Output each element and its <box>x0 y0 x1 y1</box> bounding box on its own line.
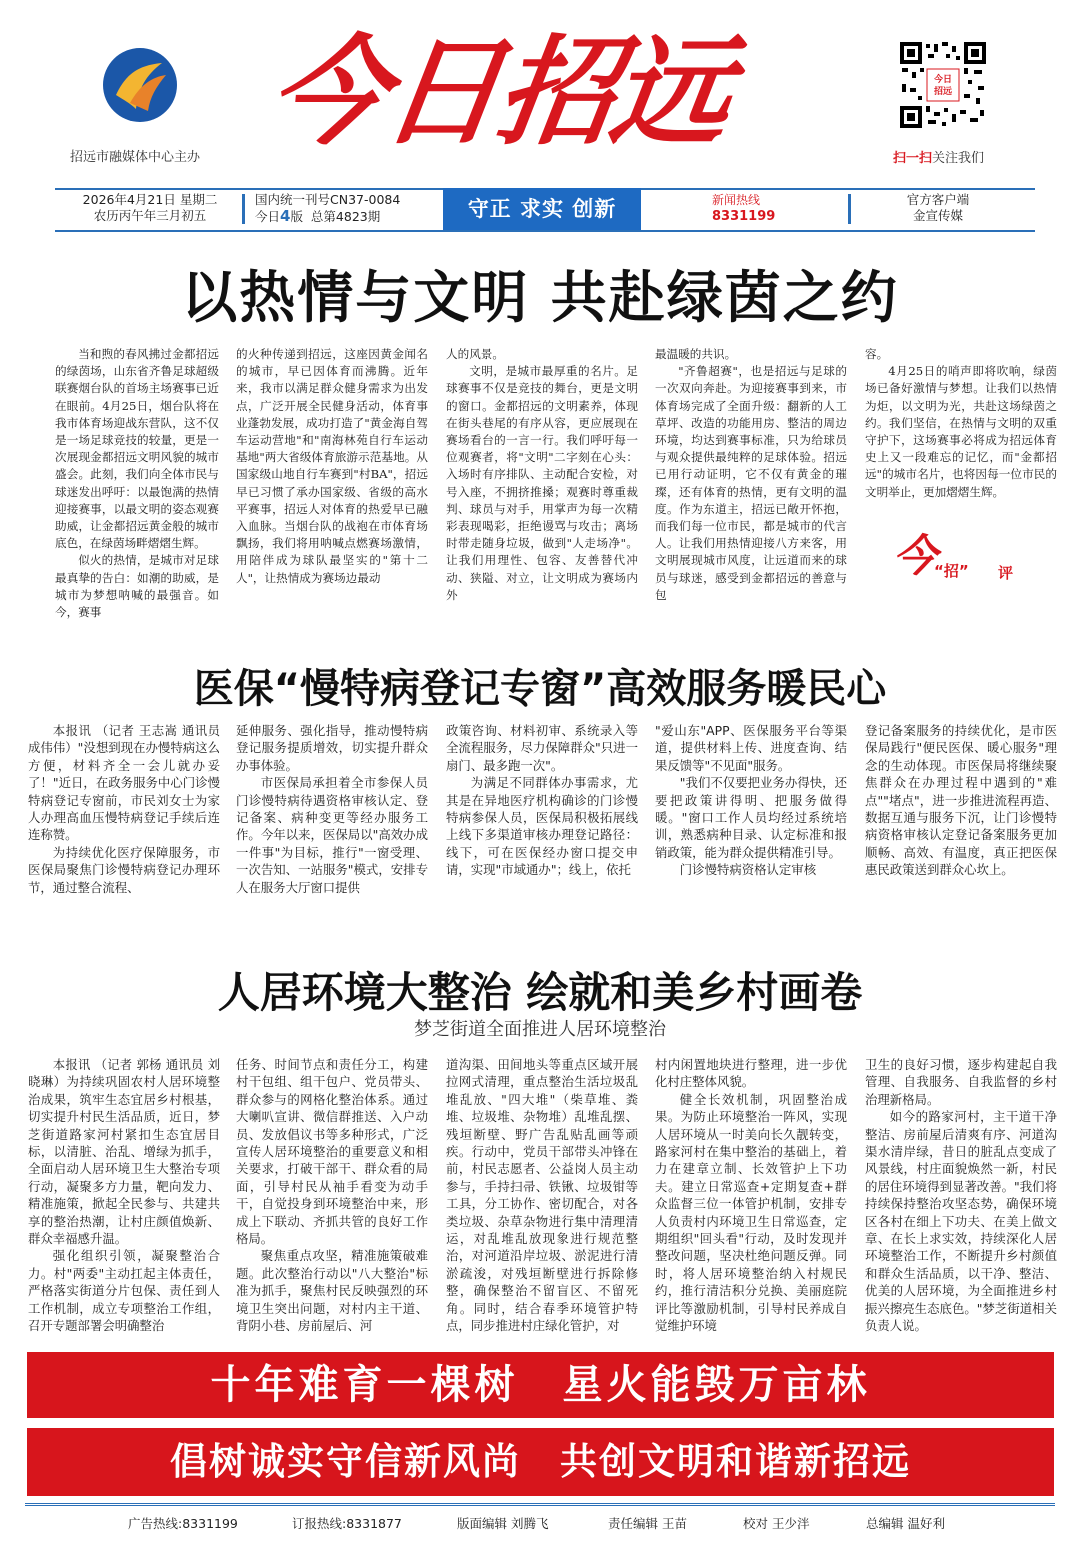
paragraph: 最温暖的共识。 <box>655 347 737 361</box>
issue-date-block <box>65 192 235 224</box>
article3-column-3 <box>446 1056 638 1334</box>
sponsor-text: 招远市融媒体中心主办 <box>70 150 201 165</box>
client-name: 金宣传媒 <box>912 208 963 223</box>
issn-value: CN37-0084 <box>330 192 401 207</box>
slogan-badge: 守正 求实 创新 <box>443 188 641 230</box>
commentary-stamp-zhao: “招” <box>934 562 969 580</box>
article2-column-5 <box>865 722 1057 910</box>
article3-column-5 <box>865 1056 1057 1334</box>
issue-number-block <box>255 192 435 225</box>
follow-label: 关注我们 <box>932 151 985 166</box>
article2-column-1 <box>28 722 220 910</box>
article2-headline: 医保“慢特病登记专窗”高效服务暖民心 <box>193 666 887 712</box>
fire-safety-banner: 十年难育一棵树 星火能毁万亩林 <box>27 1352 1054 1418</box>
paragraph: 延伸服务、强化指导，推动慢特病登记服务提质增效，切实提升群众办事体验。 <box>236 723 428 773</box>
article1-column-1 <box>55 346 219 620</box>
paragraph: 村内闲置地块进行整理，进一步优化村庄整体风貌。 <box>655 1057 847 1090</box>
ad-hotline: 广告热线:8331199 <box>128 1516 238 1531</box>
subscription-hotline: 订报热线:8331877 <box>292 1516 402 1531</box>
svg-text:招远: 招远 <box>933 87 953 97</box>
issn-label: 国内统一刊号 <box>255 192 331 207</box>
paragraph: 的火种传递到招远，这座因黄金闻名的城市，早已因体育而沸腾。近年来，我市以满足群众健身需求为出发点，广泛开展全民健身活动，体育事业蓬勃发展，成功打造了"黄金海自驾车运动营地"和"南海林苑自行车运动基地"两大省级体育旅游示范基地。从国家级山地自行车赛到"村BA"，招远早已习惯了承办国家级、省级的高水平赛事，招远人对体育的热爱早已融入血脉。当烟台队的战袍在市体育场飘扬，我们将用呐喊点燃赛场激情，用陪伴成为球队最坚实的"第十二人"，让热情成为赛场边最动 <box>236 347 428 585</box>
paragraph: 4月25日的哨声即将吹响，绿茵场已备好激情与梦想。让我们以热情为炬，以文明为光，共赴这场绿茵之约。我们坚信，在热情与文明的双重守护下，这场赛事必将成为招远体育史上又一段难忘的记忆，而"金都招远"的城市名片，也将因每一位市民的文明举止，更加熠熠生辉。 <box>865 364 1057 499</box>
hotline-number: 8331199 <box>712 209 776 224</box>
qr-code-icon[interactable] <box>898 40 988 130</box>
paragraph: 强化组织引领，凝聚整治合力。村"两委"主动扛起主体责任，严格落实街道分片包保、责任到人工作机制，成立专项整治工作组，召开专题部署会明确整治 <box>28 1248 220 1334</box>
official-client-block <box>878 192 998 224</box>
article1-headline: 以热情与文明 共赴绿茵之约 <box>181 266 899 331</box>
chief-editor: 总编辑 温好利 <box>866 1516 945 1531</box>
commentary-stamp: 今 <box>893 531 937 582</box>
paragraph: 门诊慢特病资格认定审核 <box>679 862 817 878</box>
paragraph: 人的风景。 <box>446 347 504 361</box>
article3-headline: 人居环境大整治 绘就和美乡村画卷 <box>217 968 863 1017</box>
article1-column-4 <box>655 346 847 602</box>
newspaper-masthead-title: 今日招远 <box>260 22 736 161</box>
paragraph: 当和煦的春风拂过金都招远的绿茵场，山东省齐鲁足球超级联赛烟台队的首场主场赛事已近在眼前。4月25日，烟台队将在我市体育场迎战东营队，这不仅是一场足球竞技的较量，更是一次展现金都招远文明风貌的城市盛会。此刻，我们向全体市民与球迷发出呼吁：以最饱满的热情迎接赛事，以最文明的姿态观赛助威，让金都招远黄金般的城市底色，在绿茵场畔熠熠生辉。 <box>55 347 219 551</box>
info-divider <box>848 194 851 224</box>
paragraph: 为持续优化医疗保障服务，市医保局聚焦门诊慢特病登记办理环节，通过整合流程、 <box>28 844 220 895</box>
article3-column-2 <box>236 1056 428 1334</box>
news-hotline-block <box>712 192 775 225</box>
issue-date: 2026年4月21日 星期二 <box>82 192 218 207</box>
paragraph: 如今的路家河村，主干道干净整洁、房前屋后清爽有序、河道沟渠水清岸绿，昔日的脏乱点变成了风景线，村庄面貌焕然一新，村民的居住环境得到显著改善。"我们将持续保持整治攻坚态势，确保环境区各村在细上下功夫、在美上做文章、在长上求实效，持续深化人居环境整治工作，不断提升乡村颜值和群众生活品质，以干净、整洁、优美的人居环境，为全面推进乡村振兴擦亮生态底色。"梦芝街道相关负责人说。 <box>865 1109 1057 1334</box>
article3-subheadline: 梦芝街道全面推进人居环境整治 <box>414 1019 666 1040</box>
scan-label: 扫一扫 <box>893 151 933 166</box>
article2-column-4 <box>655 722 847 910</box>
layout-editor: 版面编辑 刘腾飞 <box>457 1516 549 1531</box>
paragraph: 本报讯 （记者 王志嵩 通讯员 成伟伟）"没想到现在办慢特病这么方便，材料齐全一会儿就办妥了！"近日，在政务服务中心门诊慢特病登记专窗前，市民刘女士为家人办理高血压慢特病登记手续后连连称赞。 <box>28 723 220 843</box>
client-label: 官方客户端 <box>906 192 970 207</box>
paragraph: 市医保局承担着全市参保人员门诊慢特病待遇资格审核认定、登记备案、病种变更等经办服务工作。今年以来，医保局以"高效办成一件事"为目标，推行"一窗受理、一次告知、一站服务"模式，安排专人在服务大厅窗口提供 <box>236 775 428 895</box>
article3-column-4 <box>655 1056 847 1334</box>
paragraph: 本报讯 （记者 郭杨 通讯员 刘晓琳）为持续巩固农村人居环境整治成果，筑牢生态宜居乡村根基，切实提升村民生活品质，近日，梦芝街道路家河村紧扣生态宜居目标，以清脏、治乱、增绿为抓手，全面启动人居环境卫生大整治专项行动，凝聚多方力量，靶向发力、精准施策，掀起全民参与、共建共享的整治热潮，让村庄颜值焕新、群众幸福感升温。 <box>28 1057 220 1247</box>
hotline-label: 新闻热线 <box>712 193 761 207</box>
commentary-stamp-ping: 评 <box>998 564 1014 582</box>
paragraph: 似火的热情，是城市对足球最真挚的告白：如潮的助威，是城市为梦想呐喊的最强音。如今，赛事 <box>55 553 219 620</box>
edition-count: 4 <box>280 207 291 225</box>
paragraph: 登记备案服务的持续优化，是市医保局践行"便民医保、暖心服务"理念的生动体现。市医保局将继续聚焦群众在办理过程中遇到的"难点""堵点"，进一步推进流程再造、数据互通与服务下沉，让门诊慢特病资格审核认定登记备案服务更加顺畅、高效、有温度，真正把医保惠民政策送到群众心坎上。 <box>865 723 1057 878</box>
proofreader: 校对 王少泮 <box>743 1516 810 1531</box>
paragraph: 为满足不同群体办事需求，尤其是在异地医疗机构确诊的门诊慢特病参保人员，医保局积极拓展线上线下多渠道审核办理登记路径：线下，可在医保经办窗口提交申请，实现"市域通办"；线上，依托 <box>446 775 638 878</box>
article3-column-1 <box>28 1056 220 1334</box>
paragraph: 卫生的良好习惯，逐步构建起自我管理、自我服务、自我监督的乡村治理新格局。 <box>865 1057 1057 1107</box>
edition-pre: 今日 <box>255 209 281 224</box>
duty-editor: 责任编辑 王苗 <box>608 1516 687 1531</box>
paragraph: 任务、时间节点和责任分工，构建村干包组、组干包户、党员带头、群众参与的网格化整治体系。通过大喇叭宣讲、微信群推送、入户动员、发放倡议书等多种形式，广泛宣传人居环境整治的重要意义和相关要求，打破干部干、群众看的局面，引导村民从袖手看变为动手干，自觉投身到环境整治中来，形成上下联动、齐抓共管的良好工作格局。 <box>236 1057 428 1247</box>
civility-banner: 倡树诚实守信新风尚 共创文明和谐新招远 <box>27 1428 1054 1496</box>
paragraph: 聚焦重点攻坚，精准施策破难题。此次整治行动以"八大整治"标准为抓手，聚焦村民反映强烈的环境卫生突出问题，对村内主干道、背阴小巷、房前屋后、河 <box>236 1248 428 1334</box>
media-center-logo <box>100 45 180 125</box>
scan-to-follow <box>893 147 984 166</box>
paragraph: "我们不仅要把业务办得快，还要把政策讲得明、把服务做得暖。"窗口工作人员均经过系统培训，熟悉病种目录、认定标准和报销政策，能为群众提供精准引导。 <box>655 775 847 860</box>
edition-post: 版 <box>290 209 303 224</box>
paragraph: 政策咨询、材料初审、系统录入等全流程服务，尽力保障群众"只进一扇门、最多跑一次"。 <box>446 723 638 773</box>
article1-column-3 <box>446 346 638 602</box>
article2-column-2 <box>236 722 428 910</box>
paragraph: 道沟渠、田间地头等重点区域开展拉网式清理，重点整治生活垃圾乱堆乱放、"四大堆"（柴草堆、粪堆、垃圾堆、杂物堆）乱堆乱摆、残垣断壁、野广告乱贴乱画等顽疾。行动中，党员干部带头冲锋在前，村民志愿者、公益岗人员主动参与，手持扫帚、铁锹、垃圾钳等工具，分工协作、密切配合，对各类垃圾、杂草杂物进行集中清理清运，对乱堆乱放现象进行规范整治，对河道沿岸垃圾、淤泥进行清淤疏浚，对残垣断壁进行拆除修整，确保整治不留盲区、不留死角。同时，结合春季环境管护特点，同步推进村庄绿化管护，对 <box>446 1057 638 1334</box>
article1-column-2 <box>236 346 428 594</box>
lunar-date: 农历丙午年三月初五 <box>93 208 207 223</box>
paragraph: "爱山东"APP、医保服务平台等渠道，提供材料上传、进度查询、结果反馈等"不见面"服务。 <box>655 723 847 773</box>
paragraph: "齐鲁超赛"，也是招远与足球的一次双向奔赴。为迎接赛事到来，市体育场完成了全面升级：翻新的人工草坪、改造的功能用房、整洁的周边环境，均达到赛事标准，只为给球员与观众提供最纯粹的足球体验。招远已用行动证明，它不仅有黄金的璀璨，还有体育的热情，更有文明的温度。作为东道主，招远已敞开怀抱，而我们每一位市民，都是城市的代言人。让我们用热情迎接八方来客，用文明展现城市风度，让远道而来的球员与球迷，感受到金都招远的善意与包 <box>655 364 847 602</box>
info-divider <box>242 194 245 224</box>
svg-text:今日: 今日 <box>933 75 953 85</box>
paragraph: 文明，是城市最厚重的名片。足球赛事不仅是竞技的舞台，更是文明的窗口。金都招远的文明素养，体现在街头巷尾的有序从容，更应展现在赛场看台的一言一行。我们呼吁每一位观赛者，将"文明"二字刻在心头：入场时有序排队、主动配合安检，对号入座，不拥挤推搡；观赛时尊重裁判、球员与对手，用掌声为每一次精彩表现喝彩，拒绝谩骂与攻击；离场时带走随身垃圾，做到"人走场净"。让我们用理性、包容、友善替代冲动、狭隘、对立，让文明成为赛场内外 <box>446 364 638 602</box>
paragraph: 容。 <box>865 347 889 361</box>
total-issue: 总第4823期 <box>310 209 381 224</box>
paragraph: 健全长效机制，巩固整治成果。为防止环境整治一阵风，实现人居环境从一时美向长久靓转变，路家河村在集中整治的基础上，着力在建章立制、长效管护上下功夫。建立日常巡查+定期复查+群众监督三位一体管护机制，安排专人负责村内环境卫生日常巡查，定期组织"回头看"行动，及时发现并整改问题，坚决杜绝问题反弹。同时，将人居环境整治纳入村规民约，推行清洁积分兑换、美丽庭院评比等激励机制，引导村民养成自觉维护环境 <box>655 1091 847 1334</box>
article2-column-3 <box>446 722 638 910</box>
